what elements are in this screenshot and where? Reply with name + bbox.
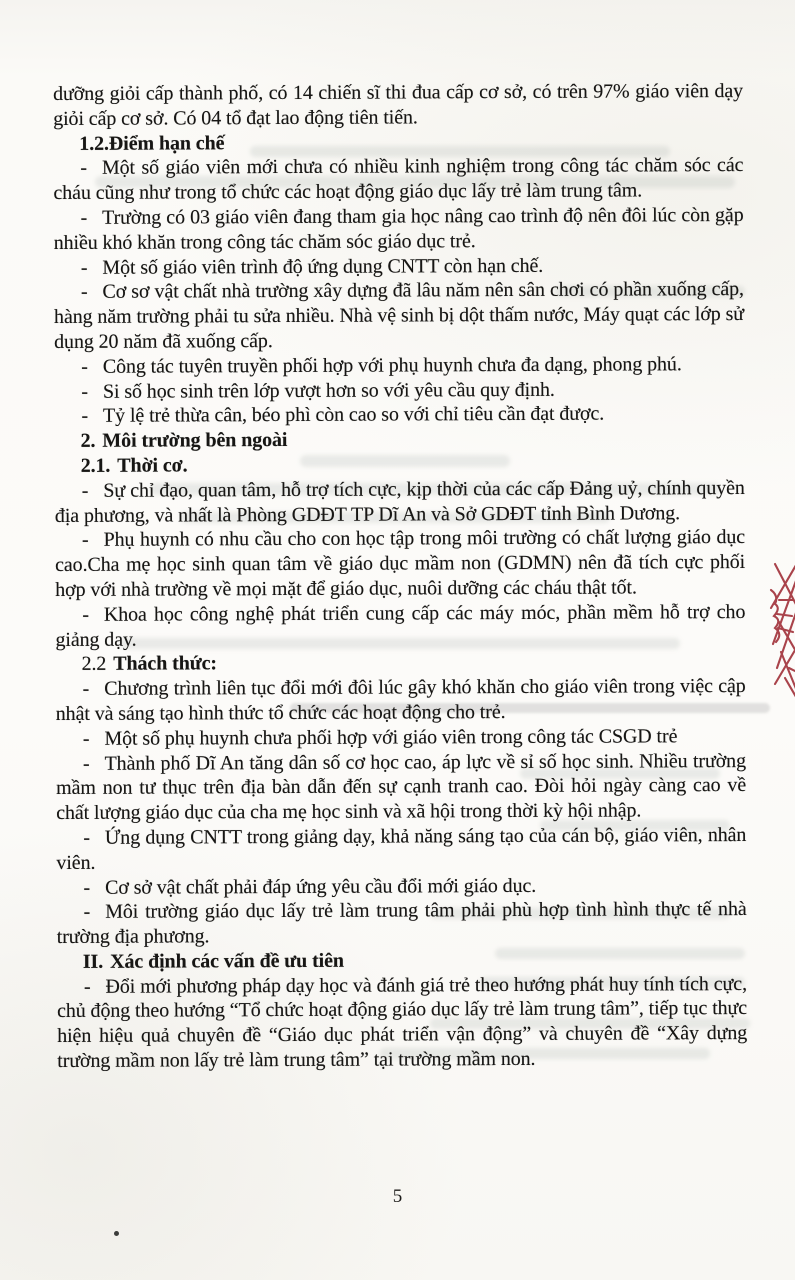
bullet-item <box>54 377 744 405</box>
bullet-text: Sự chỉ đạo, quan tâm, hỗ trợ tích cực, kịp thời của các cấp Đảng uỷ, chính quyền địa phương, và nhất là Phòng GDĐT TP Dĩ An và Sở GDĐT tỉnh Bình Dương. <box>54 476 745 527</box>
heading-title: Môi trường bên ngoài <box>102 429 288 452</box>
bullet-item <box>56 748 746 825</box>
page-number: 5 <box>392 1186 403 1207</box>
bullet-item <box>56 674 746 727</box>
bullet-dash: - <box>81 479 89 502</box>
bullet-item <box>55 476 745 529</box>
section-heading-2 <box>55 426 745 454</box>
section-heading-2-1 <box>55 451 745 479</box>
heading-title: Thách thức: <box>113 652 217 676</box>
bullet-item <box>57 972 747 1074</box>
bullet-dash: - <box>80 256 88 279</box>
bullet-dash: - <box>83 975 91 998</box>
bullet-item <box>54 203 744 256</box>
bullet-dash: - <box>82 752 90 775</box>
bullet-dash: - <box>83 901 91 924</box>
heading-number: 2.1. <box>80 454 111 477</box>
bullet-text: Chương trình liên tục đổi mới đôi lúc gây khó khăn cho giáo viên trong việc cập nhật và sáng tạo hình thức tổ chức các hoạt động cho trẻ. <box>55 675 746 725</box>
bullet-item <box>53 153 743 206</box>
bullet-text: Một số giáo viên mới chưa có nhiều kinh nghiệm trong công tác chăm sóc các cháu cũng như trong tổ chức các hoạt động giáo dục lấy trẻ làm trung tâm. <box>53 154 744 205</box>
bullet-text: Cơ sở vật chất phải đáp ứng yêu cầu đổi mới giáo dục. <box>105 874 537 899</box>
bullet-dash: - <box>80 157 87 180</box>
bullet-item <box>54 352 744 380</box>
continuation-paragraph: dưỡng giỏi cấp thành phố, có 14 chiến sĩ thi đua cấp cơ sở, có trên 97% giáo viên dạy giỏi cấp cơ sở. Có 04 tổ đạt lao động tiên tiến. <box>53 79 744 130</box>
bullet-text: Trường có 03 giáo viên đang tham gia học nâng cao trình độ nên đôi lúc còn gặp nhiều khó khăn trong công tác chăm sóc giáo dục trẻ. <box>53 203 744 254</box>
heading-number: II. <box>82 950 104 973</box>
red-ink-scribble <box>759 556 795 706</box>
bullet-text: Cơ sơ vật chất nhà trường xây dựng đã lâu năm nên sân chơi có phần xuống cấp, hàng năm trường phải tu sửa nhiều. Nhà vệ sinh bị dột thấm nước, Máy quạt các lớp sử dụng 20 năm đã xuống cấp. <box>53 278 745 353</box>
bullet-dash: - <box>81 405 89 428</box>
bullet-dash: - <box>82 603 89 626</box>
bullet-dash: - <box>82 677 90 701</box>
bullet-text: Công tác tuyên truyền phối hợp với phụ huynh chưa đa dạng, phong phú. <box>102 353 682 378</box>
bullet-item <box>56 872 746 900</box>
bullet-item <box>55 600 745 653</box>
heading-title: Thời cơ. <box>117 454 188 477</box>
bullet-dash: - <box>80 281 88 304</box>
bullet-text: Khoa học công nghệ phát triển cung cấp các máy móc, phần mềm hỗ trợ cho giảng dạy. <box>55 600 746 651</box>
bullet-text: Đổi mới phương pháp dạy học và đánh giá trẻ theo hướng phát huy tính tích cực, chủ động theo hướng “Tổ chức hoạt động giáo dục lấy trẻ làm trung tâm”, tiếp tục thực hiện hiệu quả chuyên đề “Giáo dục phát triển vận động” và chuyên đề “Xây dựng trường mầm non lấy trẻ làm trung tâm” tại trường mầm non. <box>57 972 748 1073</box>
bullet-dash: - <box>80 206 88 229</box>
section-heading-II <box>57 947 747 975</box>
ink-dot <box>114 1231 119 1236</box>
bullet-text: Si số học sinh trên lớp vượt hơn so với yêu cầu quy định. <box>102 378 555 403</box>
bullet-dash: - <box>83 876 91 899</box>
bullet-dash: - <box>81 380 88 403</box>
bullet-item <box>56 823 746 876</box>
section-heading-1-2 <box>53 129 743 157</box>
bullet-item <box>54 277 744 354</box>
heading-number: 1.2. <box>79 132 109 155</box>
heading-title: Điểm hạn chế <box>108 131 225 155</box>
bullet-item <box>55 525 745 602</box>
bullet-text: Tỷ lệ trẻ thừa cân, béo phì còn cao so với chỉ tiêu cần đạt được. <box>102 402 605 428</box>
bullet-text: Thành phố Dĩ An tăng dân số cơ học cao, áp lực về sỉ số học sinh. Nhiều trường mầm non tư thục trên địa bàn dẫn đến sự cạnh tranh cao. Đòi hỏi ngày càng cao về chất lượng giáo dục của cha mẹ học sinh và xã hội trong thời kỳ hội nhập. <box>56 749 747 825</box>
bullet-text: Ứng dụng CNTT trong giảng dạy, khả năng sáng tạo của cán bộ, giáo viên, nhân viên. <box>56 823 747 874</box>
bullet-dash: - <box>83 826 90 849</box>
document-body <box>53 79 747 1074</box>
bullet-text: Một số giáo viên trình độ ứng dụng CNTT còn hạn chế. <box>102 254 544 279</box>
section-heading-2-2 <box>55 649 745 677</box>
bullet-text: Một số phụ huynh chưa phối hợp với giáo viên trong công tác CSGD trẻ <box>104 725 678 750</box>
bullet-text: Phụ huynh có nhu cầu cho con học tập trong môi trường có chất lượng giáo dục cao.Cha mẹ học sinh quan tâm về giáo dục mầm non (GDMN) nên đã tích cực phối hợp với nhà trường về mọi mặt để giáo dục, nuôi dưỡng các cháu thật tốt. <box>55 526 746 601</box>
bullet-dash: - <box>82 727 90 750</box>
heading-title: Xác định các vấn đề ưu tiên <box>110 949 344 973</box>
heading-number: 2.2 <box>81 653 107 676</box>
bullet-dash: - <box>81 355 88 378</box>
bullet-item <box>54 253 744 281</box>
heading-number: 2. <box>80 429 96 453</box>
bullet-dash: - <box>81 529 89 552</box>
bullet-text: Môi trường giáo dục lấy trẻ làm trung tâm phải phù hợp tình hình thực tế nhà trường địa phương. <box>56 898 747 949</box>
bullet-item <box>56 724 746 752</box>
bullet-item <box>54 401 744 429</box>
bullet-item <box>57 897 747 950</box>
